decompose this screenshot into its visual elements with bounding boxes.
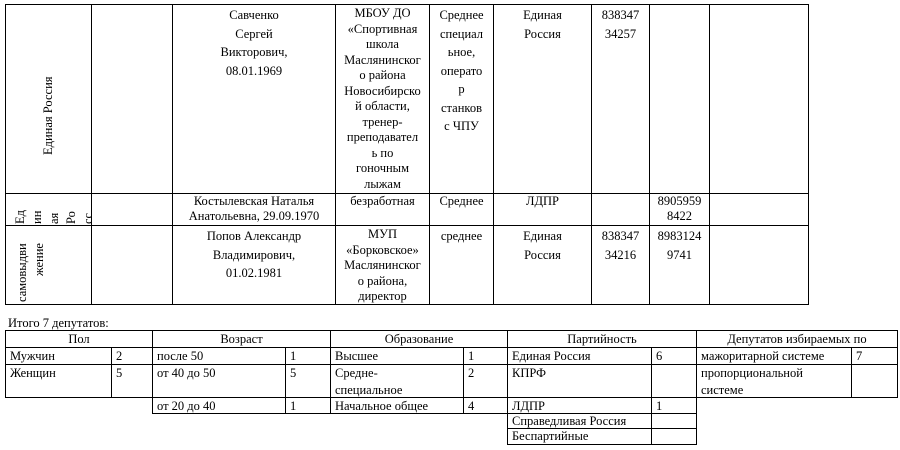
education-value: 1 <box>463 347 508 365</box>
work-line: школа <box>366 37 399 51</box>
phone-cell <box>591 4 650 194</box>
mobile-cell <box>649 225 710 305</box>
mobile-cell <box>649 4 710 194</box>
gender-label: Мужчин <box>5 347 112 365</box>
education-label <box>330 364 464 398</box>
phone-line: 9741 <box>667 247 692 262</box>
education-value: 2 <box>463 364 508 398</box>
work-line: преподавател <box>346 130 419 144</box>
candidate-name-cell <box>172 193 336 226</box>
party-cell <box>493 4 592 194</box>
education-line: р <box>458 82 465 96</box>
work-line: ь по <box>371 145 394 160</box>
group-cell-self-nominated <box>5 225 92 305</box>
work-line: о района <box>359 68 406 82</box>
phone-line: 34216 <box>604 247 637 262</box>
group-label: ая <box>47 212 61 224</box>
header-education: Образование <box>330 330 508 348</box>
summary-title: Итого 7 депутатов: <box>8 316 109 330</box>
work-line: МУП <box>368 227 397 241</box>
workplace-cell <box>335 193 430 226</box>
name-line: Владимирович, <box>212 247 296 262</box>
age-label: от 20 до 40 <box>152 397 286 414</box>
label-line: специальное <box>335 383 403 397</box>
party-label: Справедливая Россия <box>507 413 652 429</box>
label-line: системе <box>701 383 744 397</box>
gender-label: Женщин <box>5 364 112 398</box>
education-cell <box>429 193 494 226</box>
blank-cell <box>91 193 173 226</box>
education-line: специал <box>439 26 484 41</box>
name-line: Савченко <box>229 8 279 22</box>
phone-line: 838347 <box>601 8 640 22</box>
deputies-label <box>696 364 852 398</box>
party-cell <box>493 193 592 226</box>
party-line: Россия <box>524 247 561 262</box>
header-party: Партийность <box>507 330 697 348</box>
phone-cell <box>591 193 650 226</box>
party-label: ЛДПР <box>507 397 652 414</box>
group-cell-united-russia <box>5 4 92 194</box>
education-value: 4 <box>463 397 508 414</box>
work-line: МБОУ ДО <box>354 6 411 20</box>
name-line: Сергей <box>235 26 273 41</box>
party-label: Единая Россия <box>507 347 652 365</box>
age-label: от 40 до 50 <box>152 364 286 398</box>
phone-line: 8983124 <box>657 229 702 243</box>
workplace-cell <box>335 4 430 194</box>
deputies-value <box>851 364 898 398</box>
party-value: 6 <box>651 347 697 365</box>
education-cell <box>429 4 494 194</box>
education-line: Среднее <box>439 8 484 22</box>
label-line: Средне- <box>335 366 378 380</box>
workplace-cell <box>335 225 430 305</box>
work-line: Маслянинског <box>344 258 421 272</box>
blank-cell <box>91 4 173 194</box>
party-value <box>651 413 697 429</box>
name-line: Костылевская Наталья <box>193 194 315 208</box>
work-line: Маслянинског <box>344 52 421 67</box>
education-label: Высшее <box>330 347 464 365</box>
phone-line: 838347 <box>601 229 640 243</box>
name-line: Анатольевна, 29.09.1970 <box>188 209 320 223</box>
phone-line: 34257 <box>604 26 637 41</box>
group-label: жение <box>32 243 46 276</box>
work-line: й области, <box>355 99 410 113</box>
name-line: 08.01.1969 <box>225 63 283 78</box>
label-line: пропорциональной <box>701 366 803 380</box>
work-line: Новосибирско <box>344 83 421 98</box>
work-line: тренер- <box>362 114 403 129</box>
name-line: Викторович, <box>220 45 288 59</box>
group-label: самовыдви <box>15 243 29 302</box>
group-cell-united-russia-short <box>5 193 95 226</box>
party-line: Единая <box>523 8 562 22</box>
name-line: Попов Александр <box>206 229 302 243</box>
phone-line: 8905959 <box>657 194 702 208</box>
party-label: КПРФ <box>507 364 652 398</box>
party-label: Беспартийные <box>507 428 652 445</box>
mobile-cell <box>649 193 710 226</box>
group-label: сс <box>81 212 95 224</box>
work-line: безработная <box>350 194 415 208</box>
gender-value: 2 <box>111 347 153 365</box>
party-value: 1 <box>651 397 697 414</box>
education-line: операто <box>440 63 483 78</box>
age-value: 5 <box>285 364 331 398</box>
phone-cell <box>591 225 650 305</box>
blank-cell <box>709 225 809 305</box>
age-value: 1 <box>285 397 331 414</box>
blank-cell <box>709 193 809 226</box>
gender-value: 5 <box>111 364 153 398</box>
education-line: станков <box>441 100 482 115</box>
education-line: среднее <box>440 229 483 243</box>
party-cell <box>493 225 592 305</box>
phone-line: 8422 <box>667 209 692 223</box>
deputies-label: мажоритарной системе <box>696 347 852 365</box>
work-line: лыжам <box>364 176 401 191</box>
header-gender: Пол <box>5 330 153 348</box>
education-line: Среднее <box>439 194 484 208</box>
party-value <box>651 364 697 398</box>
party-value <box>651 428 697 445</box>
header-age: Возраст <box>152 330 331 348</box>
group-label: Ро <box>64 211 78 224</box>
header-deputies: Депутатов избираемых по <box>696 330 898 348</box>
group-label: Ед <box>13 210 27 224</box>
work-line: гоночным <box>356 161 409 175</box>
party-line: Россия <box>524 26 561 41</box>
work-line: «Борковское» <box>346 242 419 257</box>
deputies-value: 7 <box>851 347 898 365</box>
work-line: директор <box>358 289 407 303</box>
age-value: 1 <box>285 347 331 365</box>
blank-cell <box>709 4 809 194</box>
education-cell <box>429 225 494 305</box>
name-line: 01.02.1981 <box>225 266 283 280</box>
blank-cell <box>91 225 173 305</box>
work-line: о района, <box>357 273 408 288</box>
work-line: «Спортивная <box>347 21 418 36</box>
party-line: ЛДПР <box>526 194 559 208</box>
candidate-name-cell <box>172 225 336 305</box>
education-line: с ЧПУ <box>444 119 479 133</box>
education-line: ьное, <box>447 45 476 59</box>
age-label: после 50 <box>152 347 286 365</box>
candidate-name-cell <box>172 4 336 194</box>
group-label: Единая Россия <box>41 76 55 155</box>
group-label: ин <box>30 210 44 224</box>
education-label: Начальное общее <box>330 397 464 414</box>
party-line: Единая <box>523 229 562 243</box>
